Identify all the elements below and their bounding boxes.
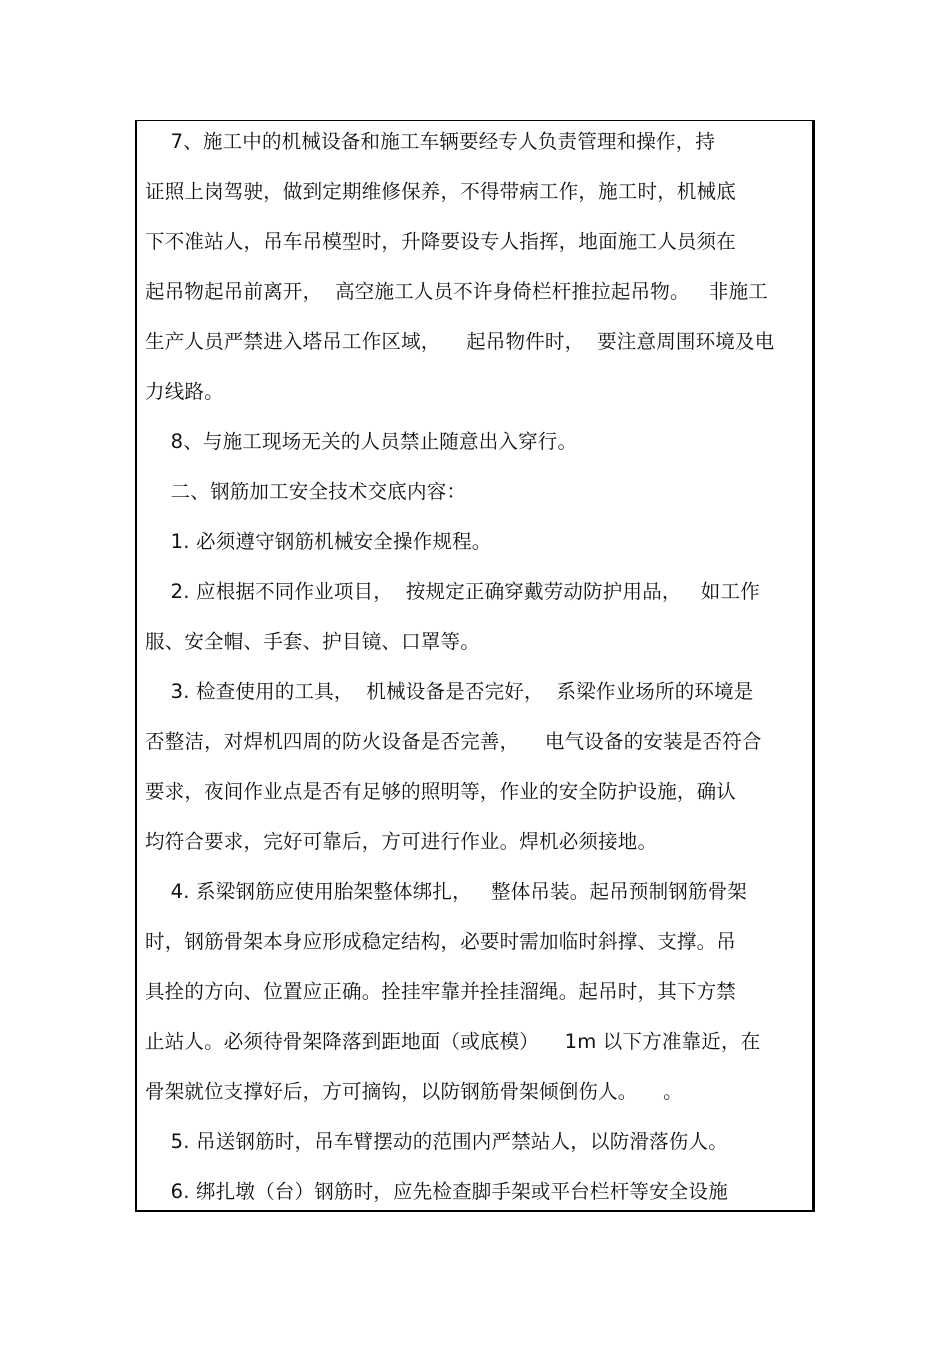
section-heading: 二、钢筋加工安全技术交底内容： bbox=[145, 480, 467, 503]
text-line: 否整洁，对焊机四周的防火设备是否完善， 电气设备的安装是否符合 bbox=[145, 730, 762, 753]
text-line: 1. 必须遵守钢筋机械安全操作规程。 bbox=[145, 530, 492, 553]
text-line: 时，钢筋骨架本身应形成稳定结构，必要时需加临时斜撑、支撑。吊 bbox=[145, 930, 737, 953]
text-line: 5. 吊送钢筋时，吊车臂摆动的范围内严禁站人，以防滑落伤人。 bbox=[145, 1130, 728, 1153]
text-line: 骨架就位支撑好后，方可摘钩，以防钢筋骨架倾倒伤人。 。 bbox=[145, 1080, 683, 1103]
text-line: 服、安全帽、手套、护目镜、口罩等。 bbox=[145, 630, 480, 653]
text-line: 具拴的方向、位置应正确。拴挂牢靠并拴挂溜绳。起吊时，其下方禁 bbox=[145, 980, 737, 1003]
text-line: 力线路。 bbox=[145, 380, 224, 403]
text-line: 证照上岗驾驶，做到定期维修保养，不得带病工作，施工时，机械底 bbox=[145, 180, 737, 203]
text-line: 止站人。必须待骨架降落到距地面（或底模） 1m 以下方准靠近，在 bbox=[145, 1030, 761, 1053]
text-line: 8、与施工现场无关的人员禁止随意出入穿行。 bbox=[145, 430, 578, 453]
text-line: 生产人员严禁进入塔吊工作区域， 起吊物件时， 要注意周围环境及电 bbox=[145, 330, 775, 353]
text-line: 下不准站人，吊车吊模型时，升降要设专人指挥，地面施工人员须在 bbox=[145, 230, 737, 253]
text-line: 要求，夜间作业点是否有足够的照明等，作业的安全防护设施，确认 bbox=[145, 780, 737, 803]
text-line: 3. 检查使用的工具， 机械设备是否完好， 系梁作业场所的环境是 bbox=[145, 680, 754, 703]
text-line: 6. 绑扎墩（台）钢筋时，应先检查脚手架或平台栏杆等安全设施 bbox=[145, 1180, 728, 1203]
text-line: 4. 系梁钢筋应使用胎架整体绑扎， 整体吊装。起吊预制钢筋骨架 bbox=[145, 880, 748, 903]
text-line: 2. 应根据不同作业项目， 按规定正确穿戴劳动防护用品， 如工作 bbox=[145, 580, 760, 603]
text-line: 7、施工中的机械设备和施工车辆要经专人负责管理和操作，持 bbox=[145, 130, 716, 153]
text-line: 均符合要求，完好可靠后，方可进行作业。焊机必须接地。 bbox=[145, 830, 658, 853]
text-line: 起吊物起吊前离开， 高空施工人员不许身倚栏杆推拉起吊物。 非施工 bbox=[145, 280, 768, 303]
